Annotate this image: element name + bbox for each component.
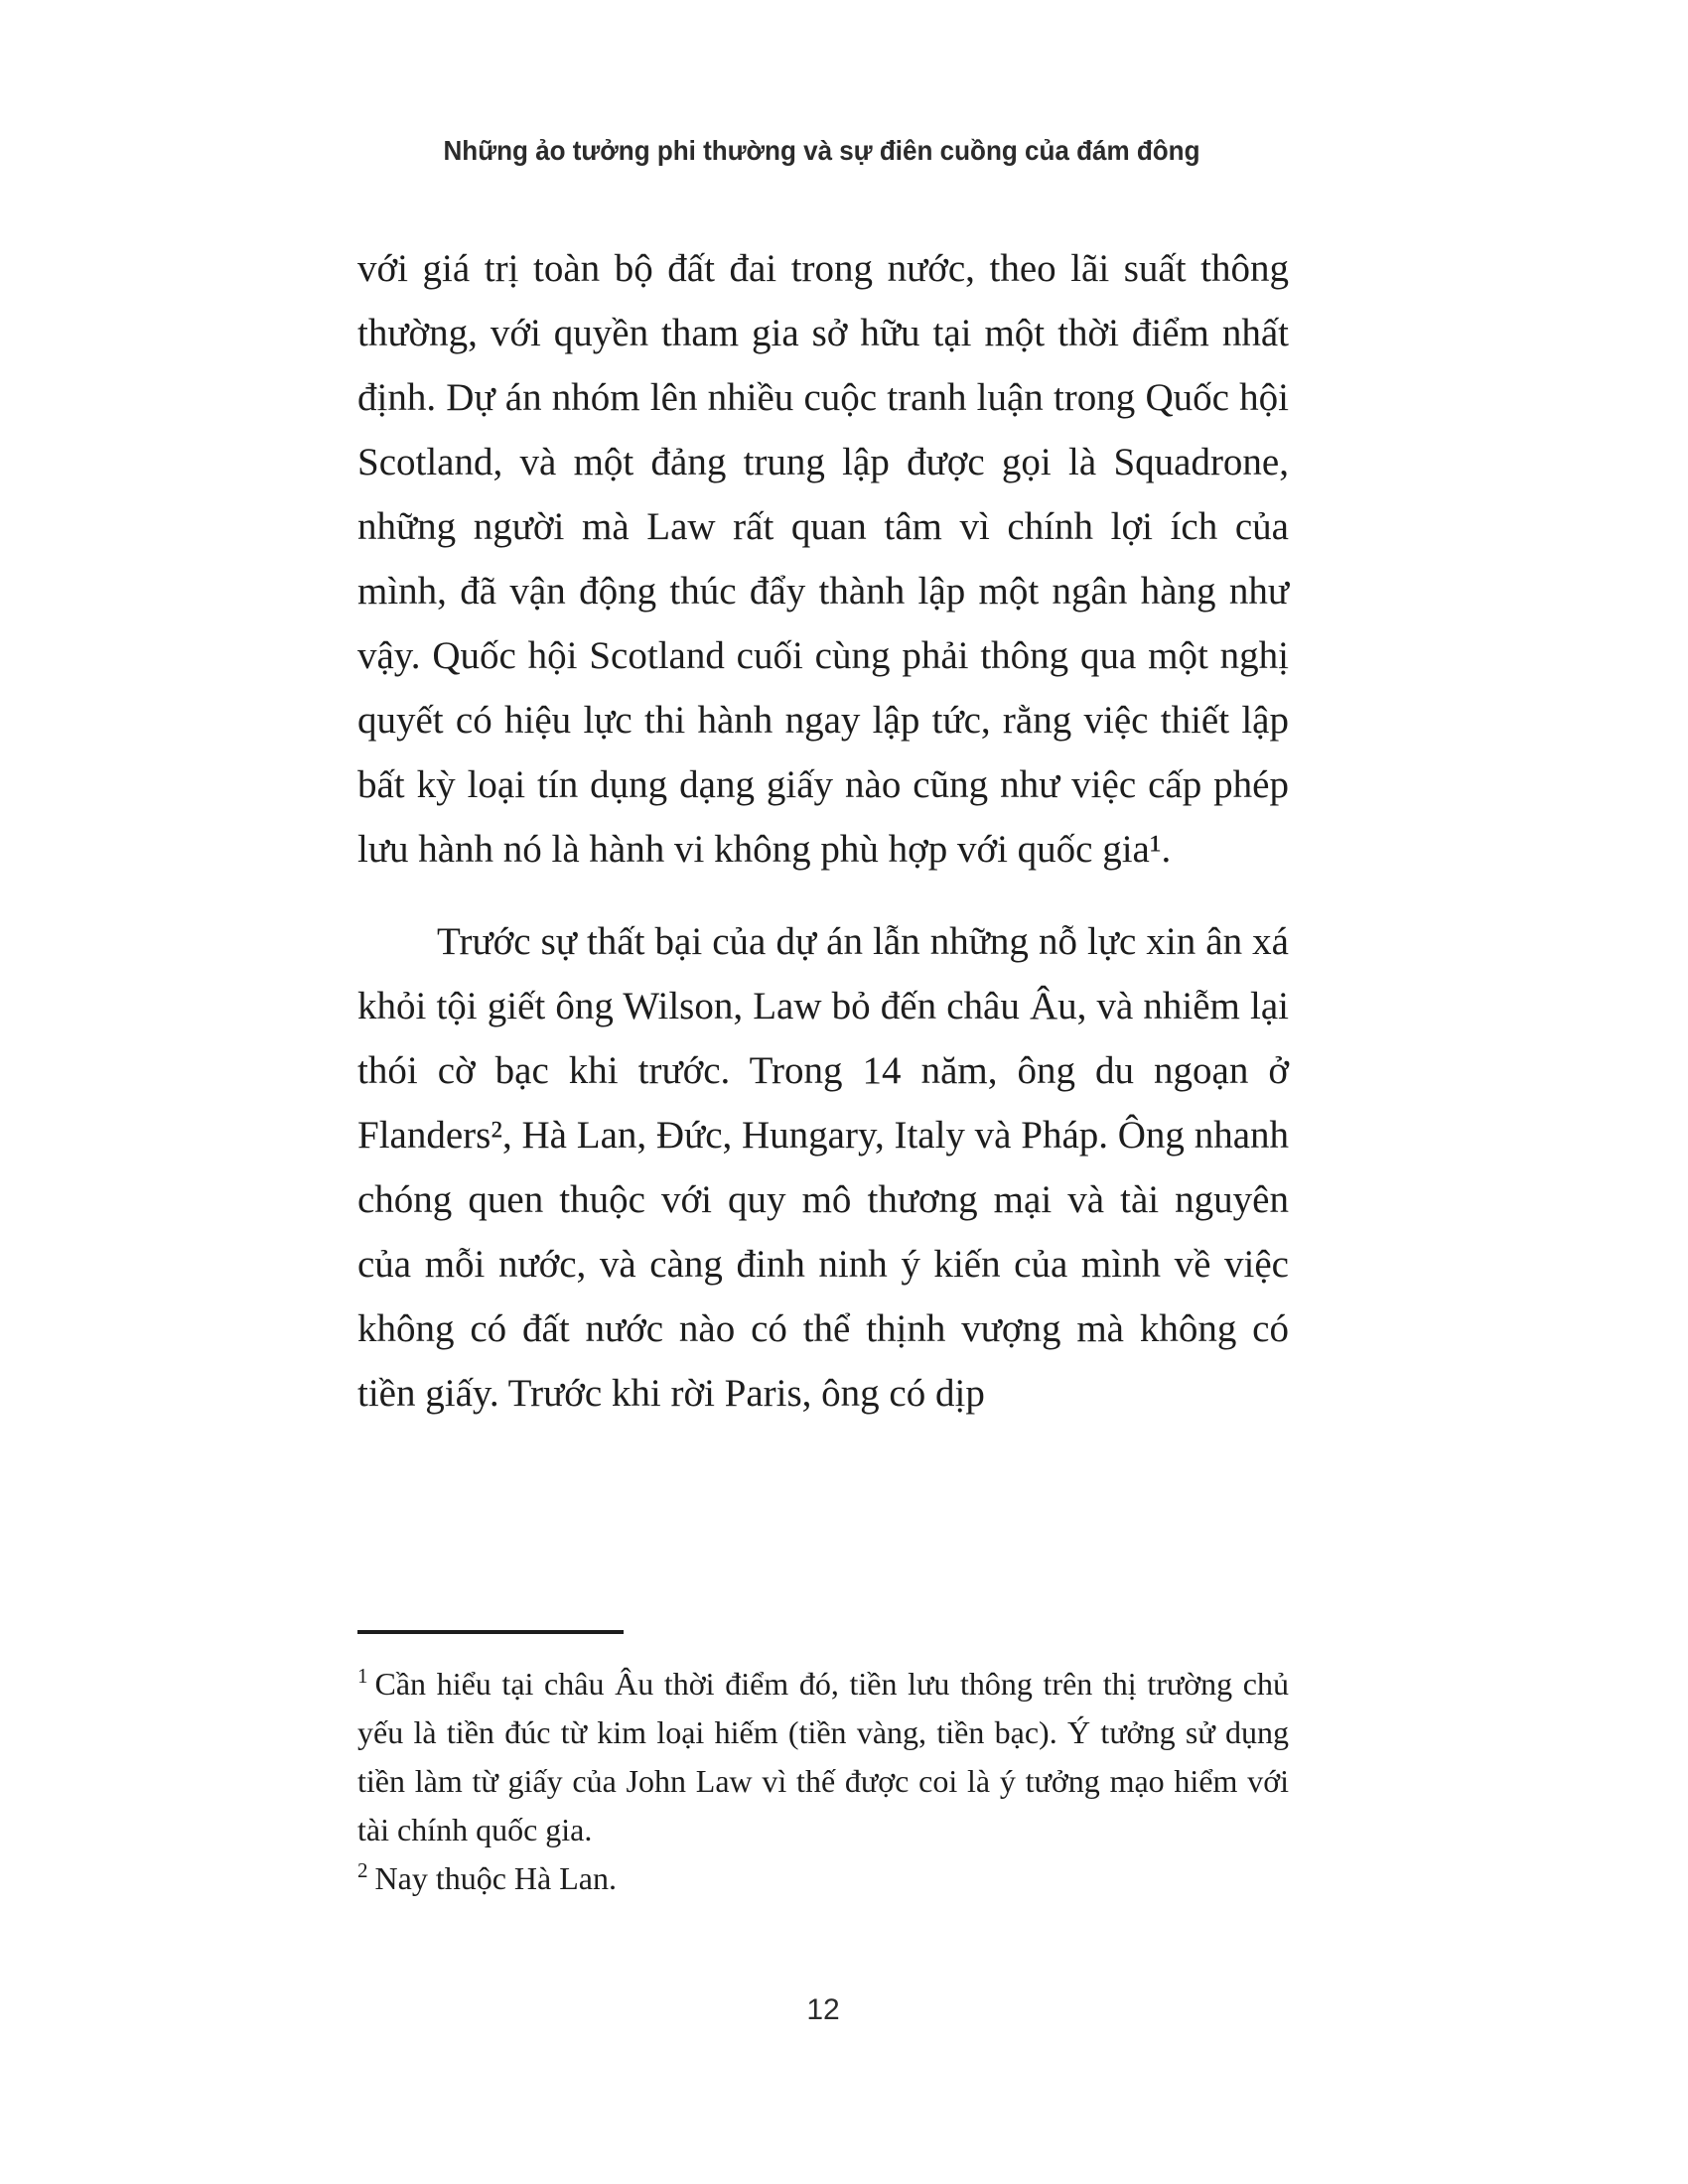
footnotes-block	[357, 1630, 1289, 1903]
body-paragraph-2: Trước sự thất bại của dự án lẫn những nỗ lực xin ân xá khỏi tội giết ông Wilson, Law bỏ đến châu Âu, và nhiễm lại thói cờ bạc khi trước. Trong 14 năm, ông du ngoạn ở Flanders², Hà Lan, Đức, Hungary, Italy và Pháp. Ông nhanh chóng quen thuộc với quy mô thương mại và tài nguyên của mỗi nước, và càng đinh ninh ý kiến của mình về việc không có đất nước nào có thể thịnh vượng mà không có tiền giấy. Trước khi rời Paris, ông có dịp	[357, 920, 1289, 1415]
footnote-2-marker: 2	[357, 1858, 368, 1883]
footnote-2-text: Nay thuộc Hà Lan.	[374, 1860, 617, 1896]
footnote-1	[357, 1660, 1289, 1854]
footnote-1-marker: 1	[357, 1664, 368, 1689]
body-text-block	[357, 236, 1289, 1426]
footnote-2	[357, 1854, 1289, 1903]
footnote-separator	[357, 1630, 624, 1634]
page-number: 12	[806, 1993, 840, 2026]
footnote-1-text: Cần hiểu tại châu Âu thời điểm đó, tiền lưu thông trên thị trường chủ yếu là tiền đúc từ kim loại hiếm (tiền vàng, tiền bạc). Ý tưởng sử dụng tiền làm từ giấy của John Law vì thế được coi là ý tưởng mạo hiểm với tài chính quốc gia.	[357, 1666, 1289, 1847]
body-paragraph-1: với giá trị toàn bộ đất đai trong nước, theo lãi suất thông thường, với quyền tham gia sở hữu tại một thời điểm nhất định. Dự án nhóm lên nhiều cuộc tranh luận trong Quốc hội Scotland, và một đảng trung lập được gọi là Squadrone, những người mà Law rất quan tâm vì chính lợi ích của mình, đã vận động thúc đẩy thành lập một ngân hàng như vậy. Quốc hội Scotland cuối cùng phải thông qua một nghị quyết có hiệu lực thi hành ngay lập tức, rằng việc thiết lập bất kỳ loại tín dụng dạng giấy nào cũng như việc cấp phép lưu hành nó là hành vi không phù hợp với quốc gia¹.	[357, 247, 1289, 871]
running-header: Những ảo tưởng phi thường và sự điên cuồng của đám đông	[443, 135, 1200, 166]
